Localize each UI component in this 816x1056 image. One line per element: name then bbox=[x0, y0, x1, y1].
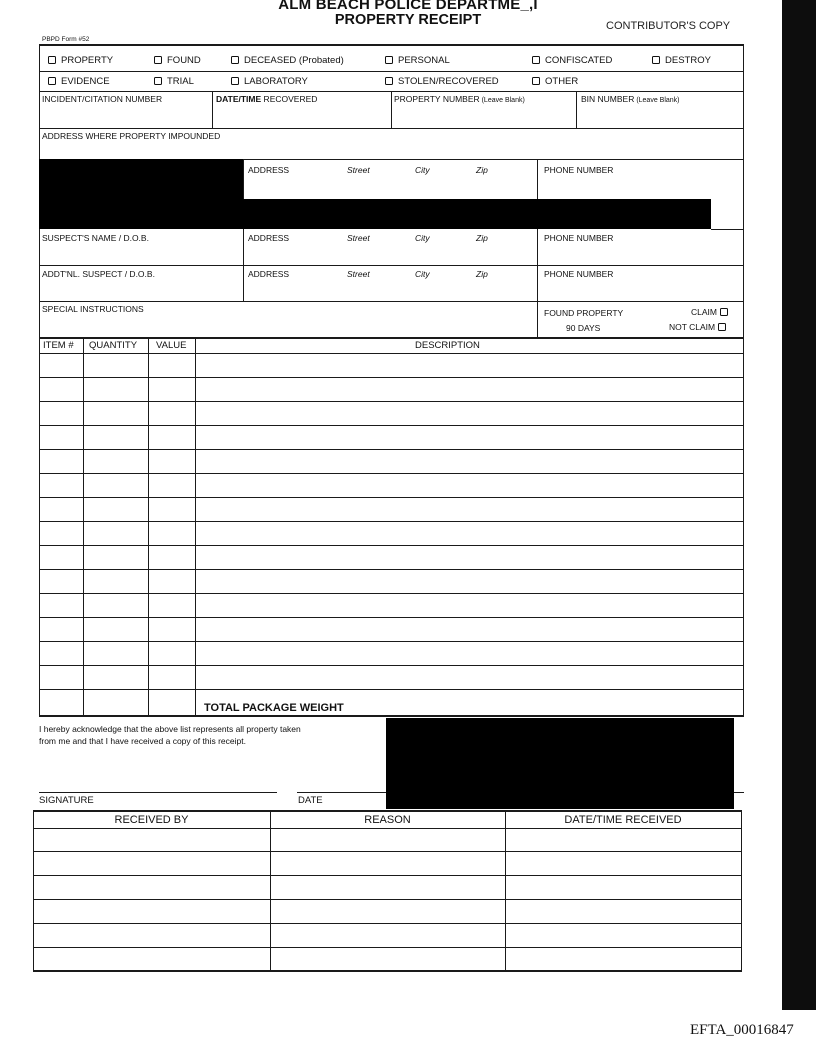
suspect-phone-label: PHONE NUMBER bbox=[544, 233, 614, 243]
bin-number-label: BIN NUMBER (Leave Blank) bbox=[581, 94, 680, 104]
row-divider bbox=[39, 265, 744, 266]
checkbox-evidence[interactable]: EVIDENCE bbox=[48, 77, 110, 87]
quantity-column-divider bbox=[148, 337, 149, 715]
signature-label: SIGNATURE bbox=[39, 795, 94, 806]
found-property-label: FOUND PROPERTY bbox=[544, 308, 624, 318]
redaction-owner-details bbox=[39, 199, 711, 229]
owner-phone-label: PHONE NUMBER bbox=[544, 165, 614, 175]
checkbox-destroy[interactable]: DESTROY bbox=[652, 56, 711, 66]
cell-divider bbox=[537, 301, 538, 338]
checkbox-laboratory[interactable]: LABORATORY bbox=[231, 77, 308, 87]
incident-label: INCIDENT/CITATION NUMBER bbox=[42, 94, 163, 104]
claim-checkbox[interactable]: CLAIM bbox=[691, 308, 728, 317]
row-divider bbox=[39, 715, 744, 717]
quantity-header: QUANTITY bbox=[89, 340, 138, 351]
form-right-border bbox=[743, 44, 744, 715]
item-column-divider bbox=[83, 337, 84, 715]
checkbox-icon bbox=[154, 77, 162, 85]
form-title: PROPERTY RECEIPT bbox=[334, 12, 482, 28]
item-row-line bbox=[39, 521, 744, 522]
item-row-line bbox=[39, 569, 744, 570]
checkbox-icon bbox=[154, 56, 162, 64]
receipt-row-line bbox=[33, 899, 742, 900]
reason-header: REASON bbox=[364, 814, 411, 826]
checkbox-icon bbox=[718, 323, 726, 331]
checkbox-property[interactable]: PROPERTY bbox=[48, 56, 113, 66]
received-by-divider bbox=[270, 810, 271, 970]
scan-edge bbox=[782, 0, 816, 1010]
acknowledgment-line2: from me and that I have received a copy of this receipt. bbox=[39, 736, 246, 746]
date-line-end bbox=[734, 792, 744, 793]
receipt-row-line bbox=[33, 851, 742, 852]
receipt-left-border bbox=[33, 810, 34, 970]
checkbox-deceased[interactable]: DECEASED (Probated) bbox=[231, 56, 344, 66]
suspect-label: SUSPECT'S NAME / D.O.B. bbox=[42, 233, 149, 243]
checkbox-icon bbox=[385, 77, 393, 85]
value-column-divider bbox=[195, 337, 196, 715]
owner-zip-label: Zip bbox=[476, 165, 488, 175]
cell-divider bbox=[212, 91, 213, 128]
value-header: VALUE bbox=[156, 340, 187, 351]
total-package-weight-label: TOTAL PACKAGE WEIGHT bbox=[204, 702, 344, 714]
row-divider bbox=[39, 128, 744, 129]
item-row-line bbox=[39, 377, 744, 378]
form-number: PBPD Form #52 bbox=[42, 36, 90, 43]
row-divider bbox=[33, 810, 742, 812]
checkbox-icon bbox=[231, 56, 239, 64]
receipt-bottom-border bbox=[33, 970, 742, 972]
item-row-line bbox=[39, 689, 744, 690]
receipt-row-line bbox=[33, 875, 742, 876]
row-divider bbox=[39, 301, 744, 302]
addtl-street-label: Street bbox=[347, 269, 370, 279]
addtl-city-label: City bbox=[415, 269, 430, 279]
cell-divider bbox=[391, 91, 392, 128]
suspect-address-label: ADDRESS bbox=[248, 233, 290, 243]
suspect-street-label: Street bbox=[347, 233, 370, 243]
item-row-line bbox=[39, 401, 744, 402]
description-header: DESCRIPTION bbox=[415, 340, 480, 351]
receipt-row-line bbox=[33, 947, 742, 948]
item-row-line bbox=[39, 617, 744, 618]
addtl-zip-label: Zip bbox=[476, 269, 488, 279]
item-row-line bbox=[39, 497, 744, 498]
cell-divider bbox=[537, 159, 538, 199]
checkbox-found[interactable]: FOUND bbox=[154, 56, 201, 66]
address-impounded-label: ADDRESS WHERE PROPERTY IMPOUNDED bbox=[42, 131, 221, 141]
checkbox-icon bbox=[532, 77, 540, 85]
form-top-border bbox=[39, 44, 744, 46]
property-number-label: PROPERTY NUMBER (Leave Blank) bbox=[394, 94, 525, 104]
row-divider bbox=[711, 229, 744, 230]
checkbox-icon bbox=[652, 56, 660, 64]
document-id: EFTA_00016847 bbox=[690, 1022, 794, 1038]
row-divider bbox=[39, 337, 744, 339]
row-divider bbox=[39, 353, 744, 354]
addtl-suspect-label: ADDT'NL. SUSPECT / D.O.B. bbox=[42, 269, 155, 279]
row-divider bbox=[33, 828, 742, 829]
department-title: ALM BEACH POLICE DEPARTME_,I bbox=[278, 0, 538, 13]
checkbox-other[interactable]: OTHER bbox=[532, 77, 578, 87]
checkbox-stolen[interactable]: STOLEN/RECOVERED bbox=[385, 77, 499, 87]
date-line bbox=[297, 792, 386, 793]
suspect-zip-label: Zip bbox=[476, 233, 488, 243]
item-row-line bbox=[39, 641, 744, 642]
acknowledgment-line1: I hereby acknowledge that the above list represents all property taken bbox=[39, 724, 301, 734]
form-left-border bbox=[39, 44, 40, 715]
checkbox-icon bbox=[48, 56, 56, 64]
receipt-right-border bbox=[741, 810, 742, 970]
checkbox-icon bbox=[385, 56, 393, 64]
owner-address-label: ADDRESS bbox=[248, 165, 290, 175]
redaction-signature-block bbox=[386, 718, 734, 809]
item-number-header: ITEM # bbox=[43, 340, 74, 351]
received-by-header: RECEIVED BY bbox=[114, 814, 189, 826]
date-label: DATE bbox=[298, 795, 323, 806]
checkbox-icon bbox=[532, 56, 540, 64]
date-time-received-header: DATE/TIME RECEIVED bbox=[564, 814, 682, 826]
item-row-line bbox=[39, 425, 744, 426]
row-divider bbox=[39, 71, 744, 72]
redaction-owner-name bbox=[39, 159, 243, 199]
checkbox-icon bbox=[48, 77, 56, 85]
ninety-days-label: 90 DAYS bbox=[566, 323, 601, 333]
owner-city-label: City bbox=[415, 165, 430, 175]
addtl-phone-label: PHONE NUMBER bbox=[544, 269, 614, 279]
addtl-address-label: ADDRESS bbox=[248, 269, 290, 279]
checkbox-confiscated[interactable]: CONFISCATED bbox=[532, 56, 612, 66]
cell-divider bbox=[576, 91, 577, 128]
receipt-row-line bbox=[33, 923, 742, 924]
special-instructions-label: SPECIAL INSTRUCTIONS bbox=[42, 304, 144, 314]
not-claim-checkbox[interactable]: NOT CLAIM bbox=[669, 323, 726, 332]
date-recovered-label: DATE/TIME RECOVERED bbox=[216, 94, 318, 104]
checkbox-trial[interactable]: TRIAL bbox=[154, 77, 194, 87]
checkbox-icon bbox=[231, 77, 239, 85]
item-row-line bbox=[39, 545, 744, 546]
item-row-line bbox=[39, 665, 744, 666]
item-row-line bbox=[39, 593, 744, 594]
copy-label: CONTRIBUTOR'S COPY bbox=[606, 20, 731, 32]
item-row-line bbox=[39, 473, 744, 474]
checkbox-personal[interactable]: PERSONAL bbox=[385, 56, 450, 66]
item-row-line bbox=[39, 449, 744, 450]
reason-divider bbox=[505, 810, 506, 970]
signature-line bbox=[39, 792, 277, 793]
checkbox-icon bbox=[720, 308, 728, 316]
owner-street-label: Street bbox=[347, 165, 370, 175]
cell-divider bbox=[243, 159, 244, 199]
suspect-city-label: City bbox=[415, 233, 430, 243]
